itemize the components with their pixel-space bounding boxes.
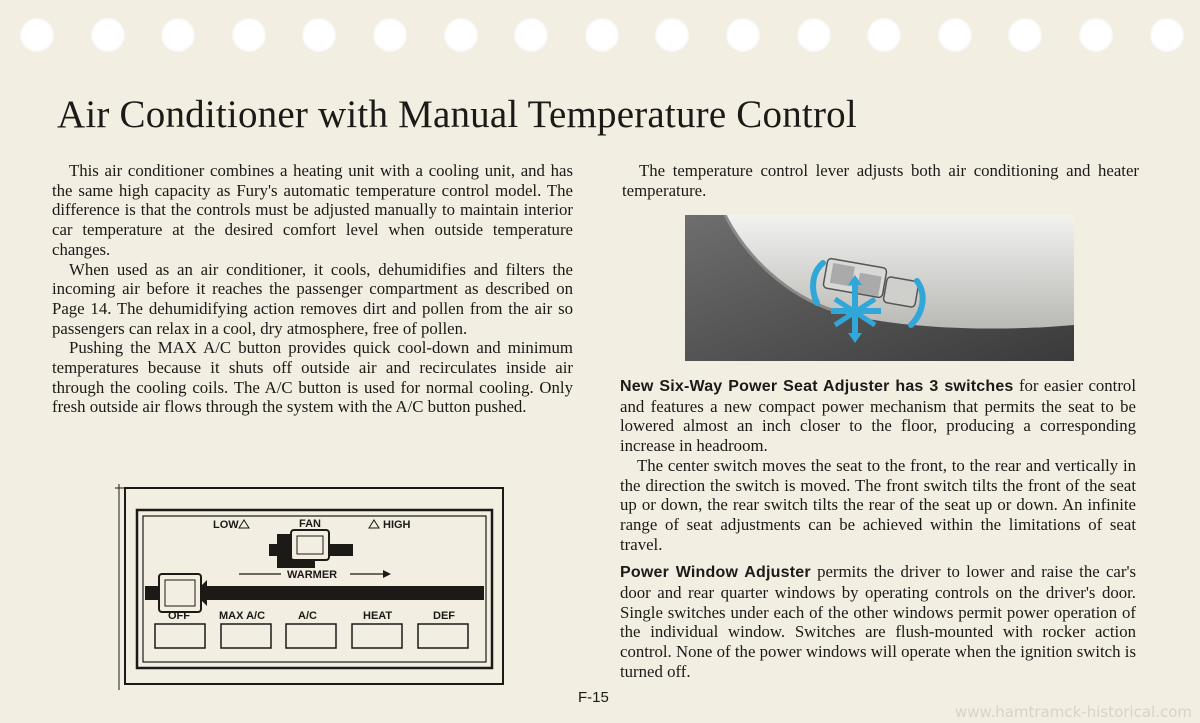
triangle-up-icon — [239, 520, 249, 528]
page-number: F-15 — [578, 689, 609, 706]
warmer-label: WARMER — [287, 569, 338, 581]
max-ac-button[interactable] — [221, 624, 271, 648]
binder-hole — [232, 18, 266, 52]
watermark: www.hamtramck-historical.com — [955, 703, 1192, 721]
binder-hole — [161, 18, 195, 52]
arrow-right-icon — [383, 570, 391, 578]
seat-adjuster-heading: New Six-Way Power Seat Adjuster has 3 switches — [620, 378, 1014, 395]
triangle-up-icon — [369, 520, 379, 528]
binder-hole — [1079, 18, 1113, 52]
heat-button[interactable] — [352, 624, 402, 648]
button-label: HEAT — [363, 610, 393, 622]
paragraph: The temperature control lever adjusts both air conditioning and heater temperature. — [622, 161, 1139, 200]
button-label: A/C — [298, 610, 317, 622]
seat-switch-photo — [685, 215, 1074, 361]
window-adjuster-paragraph — [620, 562, 1136, 681]
binder-hole — [302, 18, 336, 52]
ac-button[interactable] — [286, 624, 336, 648]
seat-adjuster-text: for easier control and features a new compact power mechanism that permits the seat to be lowered almost an inch closer to the floor, producing a corresponding increase in headroom. — [620, 376, 1136, 456]
binder-hole — [1150, 18, 1184, 52]
button-label: MAX A/C — [219, 610, 266, 622]
binder-hole — [514, 18, 548, 52]
button-label: DEF — [433, 610, 455, 622]
binder-holes — [0, 18, 1200, 58]
paragraph: The center switch moves the seat to the front, to the rear and vertically in the direction the switch is moved. The front switch tilts the front of the seat up or down, the rear switch tilts the rear of the seat up or down. An infinite range of seat adjustments can be achieved within the limitations of seat travel. — [620, 455, 1136, 554]
paragraph: Pushing the MAX A/C button provides quick cool-down and minimum temperatures because it shuts off outside air and recirculates inside air through the cooling coils. The A/C button is used for normal cooling. Only fresh outside air flows through the system with the A/C button pushed. — [52, 338, 573, 417]
binder-hole — [373, 18, 407, 52]
binder-hole — [444, 18, 478, 52]
paragraph: When used as an air conditioner, it cools, dehumidifies and filters the incoming air before it reaches the passenger compartment as described on Page 14. The dehumidifying action removes dirt and pollen from the air so passengers can relax in a cool, dry atmosphere, free of pollen. — [52, 259, 573, 338]
fan-label: FAN — [299, 518, 321, 530]
binder-hole — [726, 18, 760, 52]
binder-hole — [585, 18, 619, 52]
left-column — [52, 161, 573, 417]
ac-control-panel — [115, 484, 505, 690]
window-adjuster-text: permits the driver to lower and raise the car's door and rear quarter windows by operating controls on the driver's door. Single switches under each of the other windows permit power operation of the individual window. Switches are flush-mounted with rocker action control. None of the power windows will operate when the ignition switch is turned off. — [620, 562, 1136, 681]
binder-hole — [20, 18, 54, 52]
binder-hole — [1008, 18, 1042, 52]
binder-hole — [867, 18, 901, 52]
def-button[interactable] — [418, 624, 468, 648]
fan-high-label: HIGH — [383, 519, 411, 531]
off-button[interactable] — [155, 624, 205, 648]
page-title: Air Conditioner with Manual Temperature Control — [57, 93, 857, 136]
window-adjuster-heading: Power Window Adjuster — [620, 564, 811, 582]
button-label: OFF — [168, 610, 190, 622]
right-column-intro — [622, 161, 1139, 200]
binder-hole — [797, 18, 831, 52]
binder-hole — [938, 18, 972, 52]
right-column-features — [620, 376, 1136, 682]
paragraph: This air conditioner combines a heating unit with a cooling unit, and has the same high capacity as Fury's automatic temperature control model. The difference is that the controls must be adjusted manually to maintain interior car temperature at the desired comfort level when outside temperature changes. — [52, 161, 573, 259]
binder-hole — [655, 18, 689, 52]
seat-adjuster-paragraph — [620, 376, 1136, 456]
binder-hole — [91, 18, 125, 52]
fan-low-label: LOW — [213, 519, 239, 531]
